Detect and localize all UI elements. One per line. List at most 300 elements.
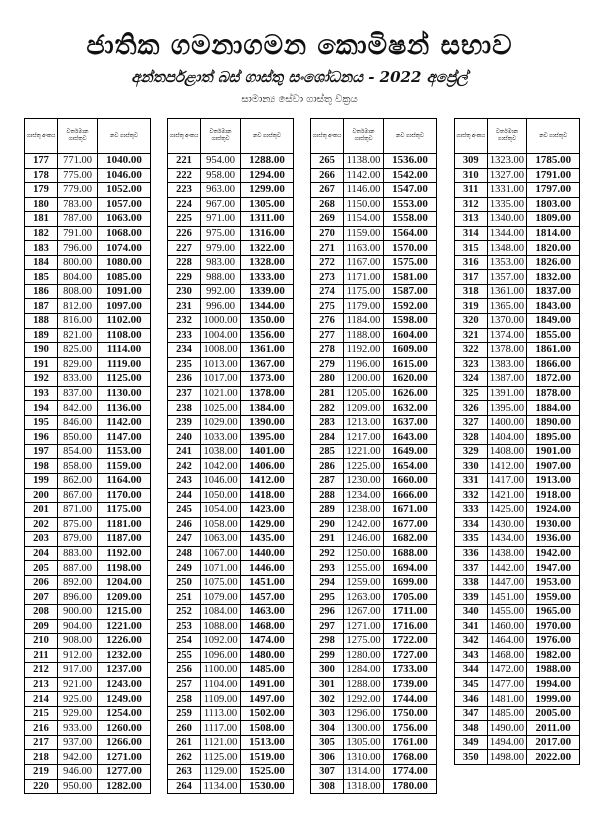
table-row (311, 183, 437, 198)
new-fare-cell: 1976.00 (527, 634, 580, 649)
table-row (455, 663, 580, 678)
new-fare-cell: 1187.00 (98, 532, 151, 547)
fare-stage-cell: 283 (311, 415, 344, 430)
current-fare-cell: 1142.00 (344, 168, 384, 183)
fare-stage-cell: 199 (25, 474, 58, 489)
current-fare-cell: 783.00 (58, 197, 98, 212)
table-row (455, 154, 580, 169)
new-fare-cell: 1474.00 (241, 634, 294, 649)
current-fare-cell: 842.00 (58, 401, 98, 416)
table-row (455, 546, 580, 561)
current-fare-cell: 1455.00 (487, 604, 527, 619)
current-fare-cell: 900.00 (58, 604, 98, 619)
current-fare-cell: 787.00 (58, 212, 98, 227)
current-fare-cell: 1425.00 (487, 503, 527, 518)
current-fare-cell: 1442.00 (487, 561, 527, 576)
table-header-row (168, 119, 294, 154)
table-row (311, 561, 437, 576)
table-row (168, 706, 294, 721)
new-fare-cell: 1837.00 (527, 284, 580, 299)
table-row (455, 270, 580, 285)
new-fare-cell: 1901.00 (527, 444, 580, 459)
fare-stage-cell: 208 (25, 604, 58, 619)
new-fare-cell: 1204.00 (98, 575, 151, 590)
table-row (25, 343, 151, 358)
fare-stage-cell: 280 (311, 372, 344, 387)
table-header-row (311, 119, 437, 154)
fare-stage-cell: 188 (25, 314, 58, 329)
current-fare-cell: 1460.00 (487, 619, 527, 634)
new-fare-cell: 1965.00 (527, 604, 580, 619)
new-fare-cell: 1581.00 (384, 270, 437, 285)
table-row (455, 357, 580, 372)
table-row (455, 386, 580, 401)
new-fare-cell: 2005.00 (527, 706, 580, 721)
column-header: වර්තමාන ගාස්තුව (201, 119, 241, 154)
new-fare-cell: 1221.00 (98, 619, 151, 634)
new-fare-cell: 1142.00 (98, 415, 151, 430)
current-fare-cell: 1255.00 (344, 561, 384, 576)
table-row (311, 648, 437, 663)
new-fare-cell: 1435.00 (241, 532, 294, 547)
fare-stage-cell: 304 (311, 721, 344, 736)
new-fare-cell: 1153.00 (98, 444, 151, 459)
fare-stage-cell: 331 (455, 474, 488, 489)
current-fare-cell: 1485.00 (487, 706, 527, 721)
current-fare-cell: 1050.00 (201, 488, 241, 503)
current-fare-cell: 1370.00 (487, 314, 527, 329)
current-fare-cell: 1054.00 (201, 503, 241, 518)
fare-stage-cell: 320 (455, 314, 488, 329)
fare-stage-cell: 291 (311, 532, 344, 547)
new-fare-cell: 1999.00 (527, 692, 580, 707)
current-fare-cell: 1327.00 (487, 168, 527, 183)
fare-stage-cell: 305 (311, 735, 344, 750)
new-fare-cell: 1277.00 (98, 764, 151, 779)
current-fare-cell: 958.00 (201, 168, 241, 183)
table-row (25, 284, 151, 299)
new-fare-cell: 1198.00 (98, 561, 151, 576)
table-row (168, 604, 294, 619)
table-row (168, 386, 294, 401)
current-fare-cell: 912.00 (58, 648, 98, 663)
column-header: නව ගාස්තුව (527, 119, 580, 154)
new-fare-cell: 1924.00 (527, 503, 580, 518)
table-row (455, 284, 580, 299)
new-fare-cell: 1609.00 (384, 343, 437, 358)
current-fare-cell: 908.00 (58, 634, 98, 649)
table-row (168, 517, 294, 532)
fare-stage-cell: 254 (168, 634, 201, 649)
new-fare-cell: 1553.00 (384, 197, 437, 212)
new-fare-cell: 1884.00 (527, 401, 580, 416)
new-fare-cell: 1170.00 (98, 488, 151, 503)
new-fare-cell: 1356.00 (241, 328, 294, 343)
table-row (168, 750, 294, 765)
current-fare-cell: 1038.00 (201, 444, 241, 459)
new-fare-cell: 1649.00 (384, 444, 437, 459)
table-row (25, 444, 151, 459)
new-fare-cell: 2011.00 (527, 721, 580, 736)
table-row (168, 692, 294, 707)
table-row (455, 415, 580, 430)
new-fare-cell: 1575.00 (384, 255, 437, 270)
current-fare-cell: 1209.00 (344, 401, 384, 416)
fare-stage-cell: 321 (455, 328, 488, 343)
table-row (311, 590, 437, 605)
new-fare-cell: 1294.00 (241, 168, 294, 183)
current-fare-cell: 1310.00 (344, 750, 384, 765)
fare-stage-cell: 308 (311, 779, 344, 794)
current-fare-cell: 1318.00 (344, 779, 384, 794)
fare-stage-cell: 340 (455, 604, 488, 619)
fare-stage-cell: 294 (311, 575, 344, 590)
fare-stage-cell: 181 (25, 212, 58, 227)
column-header: වර්තමාන ගාස්තුව (344, 119, 384, 154)
table-row (25, 604, 151, 619)
fare-stage-cell: 337 (455, 561, 488, 576)
current-fare-cell: 929.00 (58, 706, 98, 721)
fare-table-3 (310, 118, 437, 794)
fare-stage-cell: 242 (168, 459, 201, 474)
table-row (455, 197, 580, 212)
new-fare-cell: 1491.00 (241, 677, 294, 692)
table-row (25, 692, 151, 707)
fare-stage-cell: 197 (25, 444, 58, 459)
new-fare-cell: 1125.00 (98, 372, 151, 387)
table-row (168, 532, 294, 547)
table-row (25, 168, 151, 183)
current-fare-cell: 967.00 (201, 197, 241, 212)
current-fare-cell: 1412.00 (487, 459, 527, 474)
current-fare-cell: 1004.00 (201, 328, 241, 343)
fare-stage-cell: 222 (168, 168, 201, 183)
current-fare-cell: 850.00 (58, 430, 98, 445)
table-row (311, 328, 437, 343)
current-fare-cell: 1271.00 (344, 619, 384, 634)
current-fare-cell: 1348.00 (487, 241, 527, 256)
table-row (168, 168, 294, 183)
table-row (455, 328, 580, 343)
table-row (311, 168, 437, 183)
current-fare-cell: 775.00 (58, 168, 98, 183)
current-fare-cell: 1498.00 (487, 750, 527, 765)
fare-stage-cell: 265 (311, 154, 344, 169)
current-fare-cell: 1230.00 (344, 474, 384, 489)
new-fare-cell: 1412.00 (241, 474, 294, 489)
table-row (311, 255, 437, 270)
table-row (168, 619, 294, 634)
current-fare-cell: 854.00 (58, 444, 98, 459)
new-fare-cell: 1249.00 (98, 692, 151, 707)
new-fare-cell: 2017.00 (527, 735, 580, 750)
table-row (25, 764, 151, 779)
new-fare-cell: 1761.00 (384, 735, 437, 750)
fare-stage-cell: 317 (455, 270, 488, 285)
table-row (25, 619, 151, 634)
fare-stage-cell: 186 (25, 284, 58, 299)
new-fare-cell: 1451.00 (241, 575, 294, 590)
fare-stage-cell: 345 (455, 677, 488, 692)
fare-stage-cell: 348 (455, 721, 488, 736)
table-header-row (25, 119, 151, 154)
new-fare-cell: 1660.00 (384, 474, 437, 489)
new-fare-cell: 1733.00 (384, 663, 437, 678)
new-fare-cell: 1367.00 (241, 357, 294, 372)
table-row (455, 226, 580, 241)
fare-stage-cell: 220 (25, 779, 58, 794)
current-fare-cell: 1300.00 (344, 721, 384, 736)
new-fare-cell: 1390.00 (241, 415, 294, 430)
fare-stage-cell: 200 (25, 488, 58, 503)
current-fare-cell: 1192.00 (344, 343, 384, 358)
current-fare-cell: 1113.00 (201, 706, 241, 721)
table-row (25, 226, 151, 241)
table-row (311, 546, 437, 561)
current-fare-cell: 1184.00 (344, 314, 384, 329)
table-row (311, 357, 437, 372)
column-header: නව ගාස්තුව (384, 119, 437, 154)
fare-stage-cell: 177 (25, 154, 58, 169)
new-fare-cell: 1446.00 (241, 561, 294, 576)
new-fare-cell: 1780.00 (384, 779, 437, 794)
new-fare-cell: 1350.00 (241, 314, 294, 329)
new-fare-cell: 1378.00 (241, 386, 294, 401)
table-row (455, 692, 580, 707)
new-fare-cell: 1418.00 (241, 488, 294, 503)
table-row (168, 357, 294, 372)
current-fare-cell: 983.00 (201, 255, 241, 270)
table-row (311, 343, 437, 358)
current-fare-cell: 1421.00 (487, 488, 527, 503)
new-fare-cell: 1791.00 (527, 168, 580, 183)
fare-stage-cell: 193 (25, 386, 58, 401)
table-row (311, 270, 437, 285)
new-fare-cell: 1682.00 (384, 532, 437, 547)
new-fare-cell: 1832.00 (527, 270, 580, 285)
table-row (168, 343, 294, 358)
table-row (455, 750, 580, 765)
table-row (311, 634, 437, 649)
new-fare-cell: 1542.00 (384, 168, 437, 183)
fare-stage-cell: 196 (25, 430, 58, 445)
new-fare-cell: 1085.00 (98, 270, 151, 285)
table-row (311, 779, 437, 794)
fare-stage-cell: 300 (311, 663, 344, 678)
current-fare-cell: 1259.00 (344, 575, 384, 590)
fare-stage-cell: 297 (311, 619, 344, 634)
fare-stage-cell: 246 (168, 517, 201, 532)
table-row (168, 154, 294, 169)
fare-stage-cell: 271 (311, 241, 344, 256)
current-fare-cell: 1042.00 (201, 459, 241, 474)
column-header: නව ගාස්තුව (98, 119, 151, 154)
new-fare-cell: 1063.00 (98, 212, 151, 227)
current-fare-cell: 1481.00 (487, 692, 527, 707)
current-fare-cell: 950.00 (58, 779, 98, 794)
fare-stage-cell: 225 (168, 212, 201, 227)
new-fare-cell: 1982.00 (527, 648, 580, 663)
current-fare-cell: 1383.00 (487, 357, 527, 372)
current-fare-cell: 1263.00 (344, 590, 384, 605)
table-row (311, 692, 437, 707)
current-fare-cell: 800.00 (58, 255, 98, 270)
new-fare-cell: 1587.00 (384, 284, 437, 299)
table-row (311, 386, 437, 401)
fare-stage-cell: 214 (25, 692, 58, 707)
table-row (455, 677, 580, 692)
fare-stage-cell: 330 (455, 459, 488, 474)
fare-stage-cell: 309 (455, 154, 488, 169)
new-fare-cell: 1705.00 (384, 590, 437, 605)
fare-stage-cell: 187 (25, 299, 58, 314)
table-row (311, 314, 437, 329)
current-fare-cell: 879.00 (58, 532, 98, 547)
new-fare-cell: 1947.00 (527, 561, 580, 576)
table-row (455, 430, 580, 445)
new-fare-cell: 1536.00 (384, 154, 437, 169)
new-fare-cell: 1849.00 (527, 314, 580, 329)
new-fare-cell: 1271.00 (98, 750, 151, 765)
table-row (25, 663, 151, 678)
fare-stage-cell: 231 (168, 299, 201, 314)
table-row (455, 634, 580, 649)
column-header: ගාස්තු අංකය (168, 119, 201, 154)
fare-stage-cell: 278 (311, 343, 344, 358)
fare-stage-cell: 235 (168, 357, 201, 372)
table-row (311, 212, 437, 227)
current-fare-cell: 1075.00 (201, 575, 241, 590)
new-fare-cell: 1429.00 (241, 517, 294, 532)
current-fare-cell: 1196.00 (344, 357, 384, 372)
table-row (168, 503, 294, 518)
current-fare-cell: 791.00 (58, 226, 98, 241)
fare-stage-cell: 334 (455, 517, 488, 532)
table-row (25, 779, 151, 794)
table-row (168, 735, 294, 750)
new-fare-cell: 1164.00 (98, 474, 151, 489)
current-fare-cell: 1404.00 (487, 430, 527, 445)
fare-stage-cell: 189 (25, 328, 58, 343)
new-fare-cell: 1102.00 (98, 314, 151, 329)
current-fare-cell: 1365.00 (487, 299, 527, 314)
current-fare-cell: 1464.00 (487, 634, 527, 649)
new-fare-cell: 1288.00 (241, 154, 294, 169)
table-row (168, 677, 294, 692)
table-row (25, 415, 151, 430)
fare-stage-cell: 311 (455, 183, 488, 198)
fare-stage-cell: 276 (311, 314, 344, 329)
current-fare-cell: 1013.00 (201, 357, 241, 372)
current-fare-cell: 954.00 (201, 154, 241, 169)
fare-stage-cell: 219 (25, 764, 58, 779)
fare-stage-cell: 211 (25, 648, 58, 663)
new-fare-cell: 1907.00 (527, 459, 580, 474)
table-row (311, 764, 437, 779)
fare-stage-cell: 264 (168, 779, 201, 794)
new-fare-cell: 1080.00 (98, 255, 151, 270)
new-fare-cell: 1632.00 (384, 401, 437, 416)
table-row (25, 197, 151, 212)
table-row (311, 517, 437, 532)
fare-stage-cell: 259 (168, 706, 201, 721)
new-fare-cell: 1570.00 (384, 241, 437, 256)
table-row (311, 604, 437, 619)
fare-stage-cell: 286 (311, 459, 344, 474)
current-fare-cell: 925.00 (58, 692, 98, 707)
current-fare-cell: 1361.00 (487, 284, 527, 299)
fare-stage-cell: 237 (168, 386, 201, 401)
current-fare-cell: 1357.00 (487, 270, 527, 285)
current-fare-cell: 1171.00 (344, 270, 384, 285)
new-fare-cell: 2022.00 (527, 750, 580, 765)
current-fare-cell: 921.00 (58, 677, 98, 692)
current-fare-cell: 942.00 (58, 750, 98, 765)
fare-stage-cell: 298 (311, 634, 344, 649)
fare-stage-cell: 227 (168, 241, 201, 256)
new-fare-cell: 1097.00 (98, 299, 151, 314)
table-row (168, 648, 294, 663)
new-fare-cell: 1237.00 (98, 663, 151, 678)
fare-stage-cell: 184 (25, 255, 58, 270)
table-row (25, 488, 151, 503)
current-fare-cell: 816.00 (58, 314, 98, 329)
current-fare-cell: 887.00 (58, 561, 98, 576)
table-row (311, 750, 437, 765)
table-row (455, 604, 580, 619)
new-fare-cell: 1361.00 (241, 343, 294, 358)
table-row (168, 255, 294, 270)
current-fare-cell: 1008.00 (201, 343, 241, 358)
table-row (455, 444, 580, 459)
current-fare-cell: 1438.00 (487, 546, 527, 561)
table-row (25, 634, 151, 649)
new-fare-cell: 1423.00 (241, 503, 294, 518)
current-fare-cell: 1104.00 (201, 677, 241, 692)
table-row (455, 532, 580, 547)
fare-stage-cell: 312 (455, 197, 488, 212)
fare-stage-cell: 326 (455, 401, 488, 416)
current-fare-cell: 1374.00 (487, 328, 527, 343)
table-row (168, 299, 294, 314)
table-row (311, 284, 437, 299)
table-row (455, 299, 580, 314)
new-fare-cell: 1598.00 (384, 314, 437, 329)
new-fare-cell: 1344.00 (241, 299, 294, 314)
table-row (455, 488, 580, 503)
fare-stage-cell: 324 (455, 372, 488, 387)
fare-stage-cell: 288 (311, 488, 344, 503)
current-fare-cell: 779.00 (58, 183, 98, 198)
fare-stage-cell: 236 (168, 372, 201, 387)
current-fare-cell: 796.00 (58, 241, 98, 256)
new-fare-cell: 1395.00 (241, 430, 294, 445)
current-fare-cell: 1305.00 (344, 735, 384, 750)
new-fare-cell: 1108.00 (98, 328, 151, 343)
table-row (311, 197, 437, 212)
fare-stage-cell: 252 (168, 604, 201, 619)
fare-stage-cell: 206 (25, 575, 58, 590)
current-fare-cell: 875.00 (58, 517, 98, 532)
current-fare-cell: 1242.00 (344, 517, 384, 532)
current-fare-cell: 1092.00 (201, 634, 241, 649)
current-fare-cell: 1434.00 (487, 532, 527, 547)
new-fare-cell: 1497.00 (241, 692, 294, 707)
new-fare-cell: 1970.00 (527, 619, 580, 634)
table-row (25, 590, 151, 605)
new-fare-cell: 1192.00 (98, 546, 151, 561)
current-fare-cell: 1121.00 (201, 735, 241, 750)
